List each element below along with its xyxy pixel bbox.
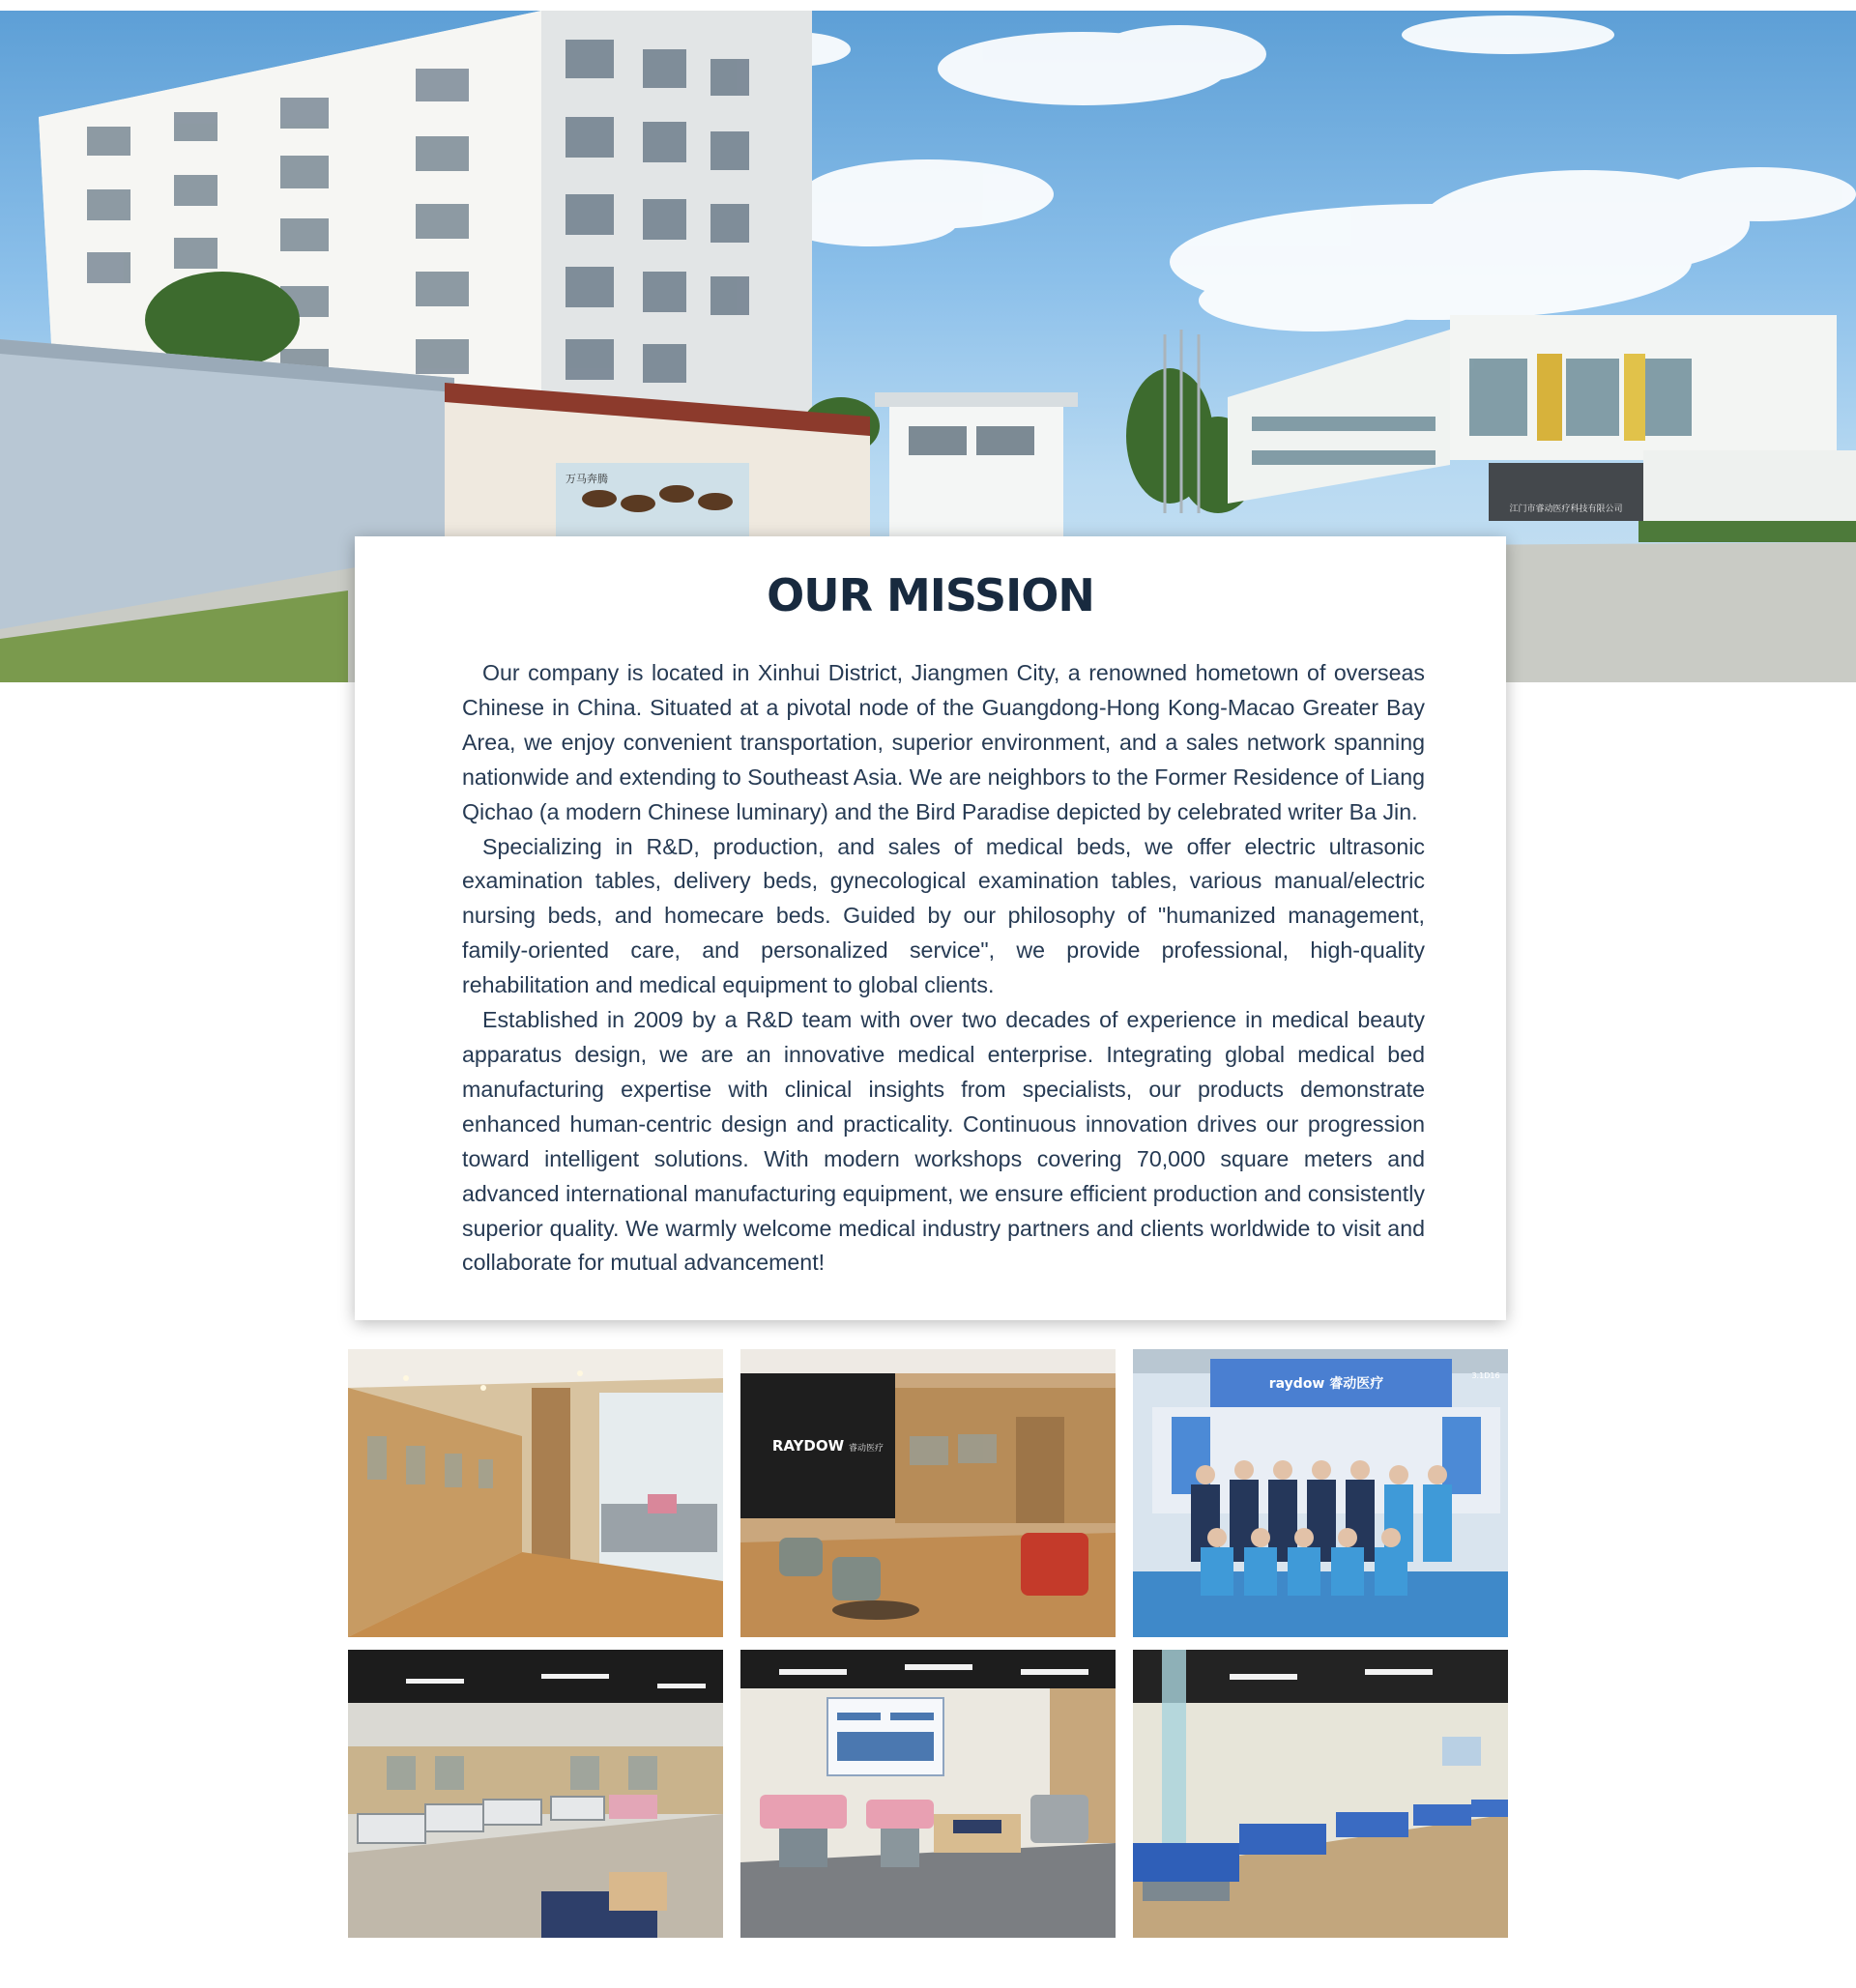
mural-text: 万马奔腾 (566, 473, 608, 485)
mission-title: OUR MISSION (767, 569, 1094, 621)
gallery-photo-nursing-beds (1133, 1650, 1508, 1938)
mission-card (355, 536, 1506, 1320)
gallery-photo-reception (740, 1349, 1116, 1637)
mission-paragraph-1: Our company is located in Xinhui District, Jiangmen City, a renowned hometown of overseas Chinese in China. Situated at a pivotal node of the Guangdong-Hong Kong-Macao Greater Bay Area, we enjoy convenient transportation, superior environment, and a sales network spanning nationwide and extending to Southeast Asia. We are neighbors to the Former Residence of Liang Qichao (a modern Chinese luminary) and the Bird Paradise depicted by celebrated writer Ba Jin. (462, 660, 1425, 824)
mission-paragraph-2: Specializing in R&D, production, and sales of medical beds, we offer electric ultrasonic examination tables, delivery beds, gynecological examination tables, various manual/electric nursing beds, and homecare beds. Guided by our philosophy of "humanized management, family-oriented care, and personalized service", we provide professional, high-quality rehabilitation and medical equipment to global clients. (462, 833, 1425, 998)
gallery-photo-bed-showroom (348, 1650, 723, 1938)
gate-sign-text: 江门市睿动医疗科技有限公司 (1509, 504, 1623, 514)
reception-logo-brand: RAYDOW (771, 1437, 845, 1455)
gallery-photo-exam-tables (740, 1650, 1116, 1938)
gallery-photo-exhibition-team (1133, 1349, 1508, 1637)
mission-text (462, 656, 1425, 1281)
photo-gallery (348, 1349, 1508, 1936)
booth-number: 3.1D16 (1471, 1371, 1500, 1380)
gallery-photo-corridor (348, 1349, 723, 1637)
booth-banner-brand: raydow 睿动医疗 (1268, 1376, 1384, 1392)
reception-logo-cn: 睿动医疗 (848, 1444, 884, 1454)
mission-paragraph-3: Established in 2009 by a R&D team with over two decades of experience in medical beauty apparatus design, we are an innovative medical enterprise. Integrating global medical bed manufacturing expertise with clinical insights from specialists, our products demonstrate enhanced human-centric design and practicality. Continuous innovation drives our progression toward intelligent solutions. With modern workshops covering 70,000 square meters and advanced international manufacturing equipment, we ensure efficient production and consistently superior quality. We warmly welcome medical industry partners and clients worldwide to visit and collaborate for mutual advancement! (462, 1007, 1425, 1276)
